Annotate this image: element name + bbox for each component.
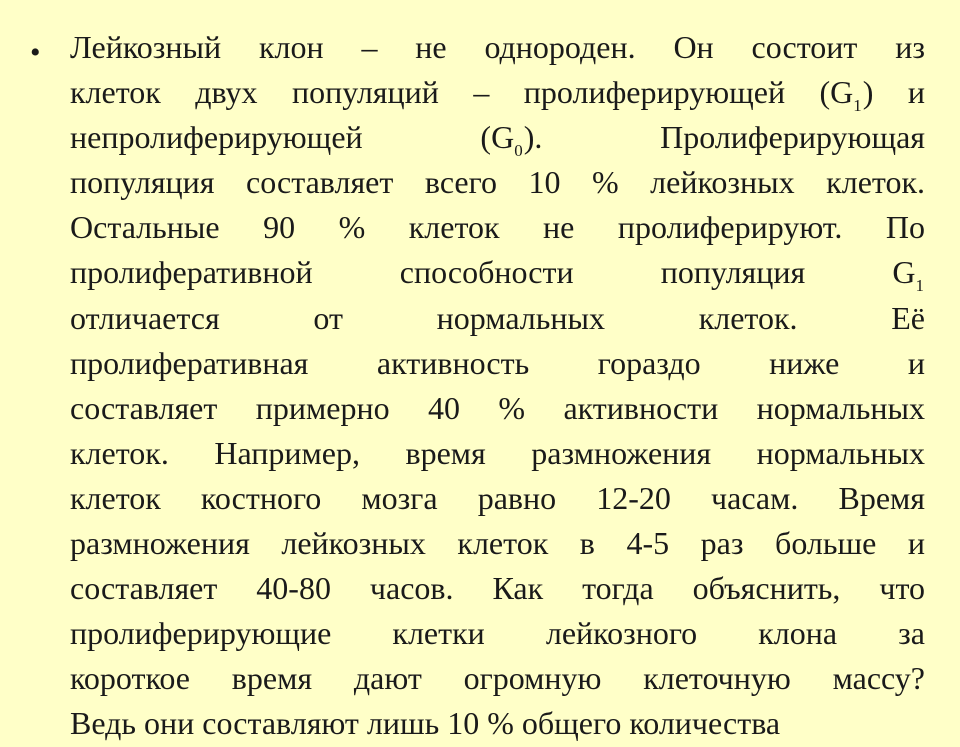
text-line: клеток. Например, время размножения нормальных	[70, 434, 925, 471]
bullet-marker: •	[30, 36, 41, 69]
text-line: пролиферативная активность гораздо ниже и	[70, 344, 925, 381]
text-segment: непролиферирующей (G	[70, 119, 515, 156]
subscript: 0	[514, 141, 523, 161]
text-segment: клеток двух популяций – пролиферирующей (G	[70, 74, 854, 111]
subscript: 1	[915, 276, 924, 296]
text-line: клеток костного мозга равно 12-20 часам. Время	[70, 479, 925, 516]
text-line: популяция составляет всего 10 % лейкозных клеток.	[70, 164, 925, 201]
text-segment: ). Пролиферирующая	[523, 119, 926, 156]
text-line: Лейкозный клон – не однороден. Он состоит из	[70, 29, 925, 65]
text-line: Остальные 90 % клеток не пролиферируют. По	[70, 209, 925, 246]
subscript: 1	[853, 96, 862, 116]
text-line: пролиферирующие клетки лейкозного клона за	[70, 615, 925, 652]
text-line: составляет 40-80 часов. Как тогда объяснить, что	[70, 570, 925, 607]
text-line: короткое время дают огромную клеточную массу?	[70, 660, 925, 697]
paragraph	[70, 25, 925, 747]
text-line: составляет примерно 40 % активности нормальных	[70, 389, 925, 426]
text-line	[70, 115, 925, 160]
text-line	[70, 70, 925, 115]
text-line: размножения лейкозных клеток в 4-5 раз больше и	[70, 525, 925, 562]
text-line	[70, 250, 925, 295]
text-segment: пролиферативной способности популяция G	[70, 254, 916, 291]
text-segment: ) и	[862, 74, 926, 111]
text-line: отличается от нормальных клеток. Её	[70, 299, 925, 336]
text-line: Ведь они составляют лишь 10 % общего количества	[70, 705, 781, 742]
